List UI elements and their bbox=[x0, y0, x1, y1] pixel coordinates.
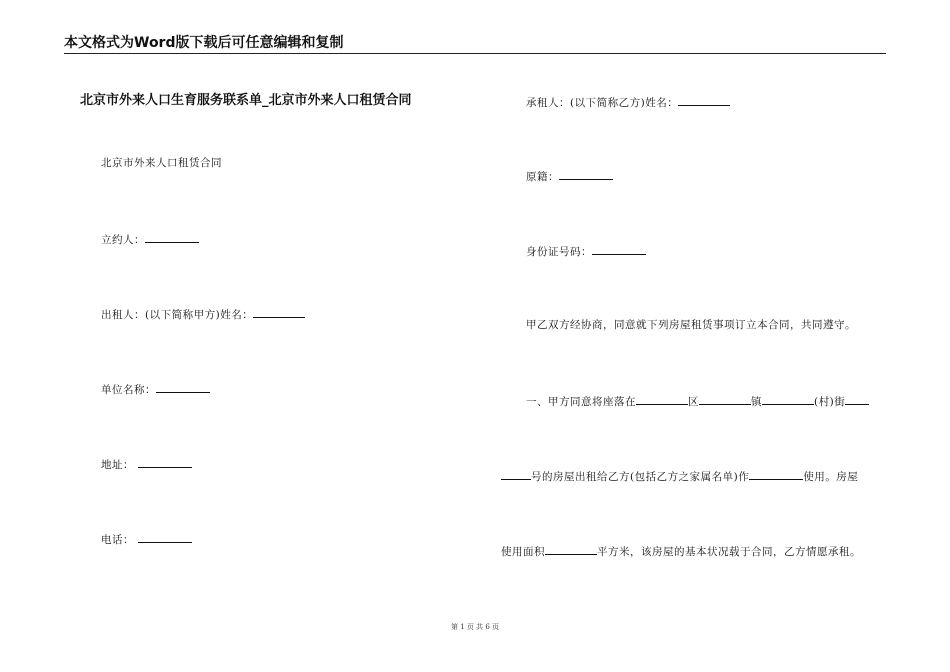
party-blank bbox=[145, 231, 199, 243]
phone-label: 电话： bbox=[101, 534, 134, 546]
contract-subtitle: 北京市外来人口租赁合同 bbox=[101, 157, 222, 169]
clause1-line2: 号的房屋出租给乙方(包括乙方之家属名单)作 使用。房屋 bbox=[501, 468, 858, 484]
id-line bbox=[526, 243, 646, 259]
page-number: 第 1 页 共 6 页 bbox=[450, 623, 500, 631]
unit-label: 单位名称： bbox=[101, 384, 156, 396]
area-blank bbox=[545, 543, 597, 555]
origin-label: 原籍： bbox=[526, 171, 559, 183]
page-footer bbox=[0, 622, 950, 632]
unit-blank bbox=[156, 381, 210, 393]
district-blank bbox=[636, 393, 688, 405]
clause1-line1: 一、甲方同意将座落在 区 镇 (村)街 bbox=[526, 393, 869, 409]
lessee-line bbox=[526, 94, 730, 110]
agreement-line: 甲乙双方经协商，同意就下列房屋租赁事项订立本合同，共同遵守。 bbox=[526, 319, 856, 331]
origin-line bbox=[526, 168, 613, 184]
id-label: 身份证号码： bbox=[526, 246, 592, 258]
house-number-blank bbox=[501, 468, 531, 480]
header-title: 本文格式为Word版下载后可任意编辑和复制 bbox=[64, 35, 344, 51]
address-line bbox=[101, 456, 192, 472]
page-header bbox=[64, 34, 886, 54]
phone-line bbox=[101, 531, 192, 547]
document-title: 北京市外来人口生育服务联系单_北京市外来人口租赁合同 bbox=[80, 93, 412, 108]
usage-blank bbox=[749, 468, 803, 480]
id-blank bbox=[592, 243, 646, 255]
party-line bbox=[101, 231, 199, 247]
lessee-name-blank bbox=[678, 94, 730, 106]
lessor-name-blank bbox=[253, 306, 305, 318]
origin-blank bbox=[559, 168, 613, 180]
street-blank bbox=[845, 393, 869, 405]
address-label: 地址： bbox=[101, 459, 134, 471]
party-label: 立约人： bbox=[101, 234, 145, 246]
lessor-label: 出租人：(以下简称甲方)姓名： bbox=[101, 309, 254, 321]
town-blank bbox=[699, 393, 751, 405]
lessee-label: 承租人：(以下简称乙方)姓名： bbox=[526, 97, 679, 109]
address-blank bbox=[138, 456, 192, 468]
phone-blank bbox=[138, 531, 192, 543]
unit-line bbox=[101, 381, 210, 397]
lessor-line bbox=[101, 306, 305, 322]
village-blank bbox=[762, 393, 814, 405]
clause1-line3: 使用面积 平方米，该房屋的基本状况载于合同，乙方情愿承租。 bbox=[501, 543, 861, 559]
